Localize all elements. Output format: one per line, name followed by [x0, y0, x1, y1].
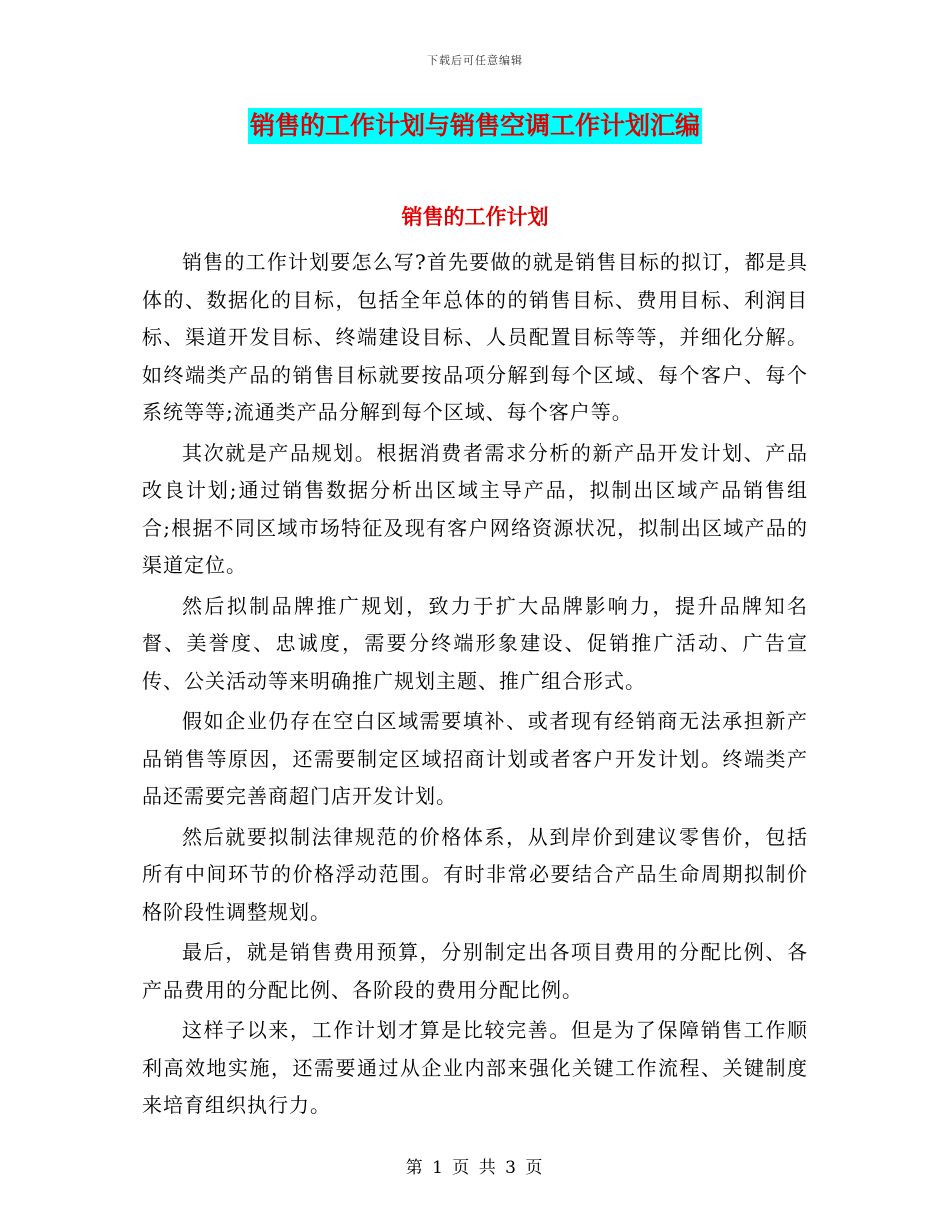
paragraph: 然后拟制品牌推广规划，致力于扩大品牌影响力，提升品牌知名督、美誉度、忠诚度，需要分终端形象建设、促销推广活动、广告宣传、公关活动等来明确推广规划主题、推广组合形式。	[142, 593, 808, 693]
page-number: 第 1 页 共 3 页	[405, 1158, 545, 1178]
paragraph: 这样子以来，工作计划才算是比较完善。但是为了保障销售工作顺利高效地实施，还需要通过从企业内部来强化关键工作流程、关键制度来培育组织执行力。	[142, 1018, 808, 1117]
section-title: 销售的工作计划	[401, 205, 549, 229]
page-header-note: 下载后可任意编辑	[427, 54, 523, 67]
document-title-container	[0, 108, 950, 144]
paragraph: 然后就要拟制法律规范的价格体系，从到岸价到建议零售价，包括所有中间环节的价格浮动范围。有时非常必要结合产品生命周期拟制价格阶段性调整规划。	[142, 824, 808, 924]
paragraph: 最后，就是销售费用预算，分别制定出各项目费用的分配比例、各产品费用的分配比例、各阶段的费用分配比例。	[142, 940, 808, 1002]
paragraph: 假如企业仍存在空白区域需要填补、或者现有经销商无法承担新产品销售等原因，还需要制定区域招商计划或者客户开发计划。终端类产品还需要完善商超门店开发计划。	[142, 709, 808, 808]
paragraph: 销售的工作计划要怎么写?首先要做的就是销售目标的拟订，都是具体的、数据化的目标，包括全年总体的的销售目标、费用目标、利润目标、渠道开发目标、终端建设目标、人员配置目标等等，并细化分解。如终端类产品的销售目标就要按品项分解到每个区域、每个客户、每个系统等等;流通类产品分解到每个区域、每个客户等。	[142, 250, 808, 424]
document-title: 销售的工作计划与销售空调工作计划汇编	[248, 108, 702, 144]
paragraph: 其次就是产品规划。根据消费者需求分析的新产品开发计划、产品改良计划;通过销售数据分析出区域主导产品，拟制出区域产品销售组合;根据不同区域市场特征及现有客户网络资源状况，拟制出区域产品的渠道定位。	[142, 440, 808, 577]
document-body	[142, 244, 808, 1128]
